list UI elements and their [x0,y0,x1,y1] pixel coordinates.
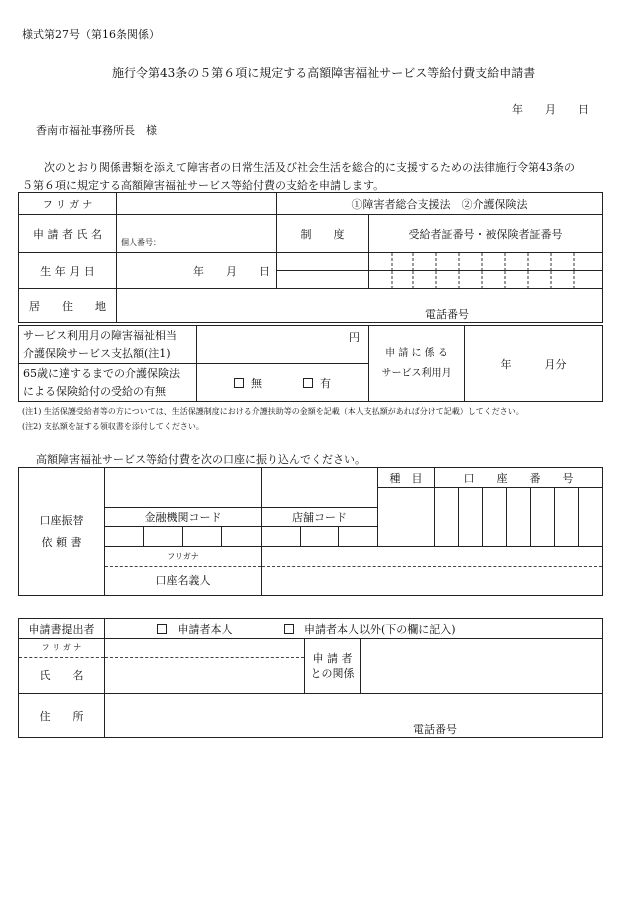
transfer-request-line2: 依 頼 書 [41,535,82,549]
holder-furigana-label: フリガナ [105,547,261,567]
account-number-label: 口 座 番 号 [435,468,603,488]
submitter-furigana-label: フ リ ガ ナ [19,639,104,658]
applicant-name-field[interactable] [117,215,277,253]
holder-name-input[interactable] [262,567,602,595]
other-option-label: 申請者本人以外(下の欄に記入) [304,622,456,636]
account-digit-1[interactable] [435,488,459,547]
none-option-label: 無 [251,376,262,390]
service-month-label [369,326,465,402]
note-2: (注2) 支払額を証する領収書を添付してください。 [22,422,204,431]
bank-name-field[interactable] [105,468,262,508]
submitter-label: 申請書提出者 [19,619,105,639]
cert-digit-dividers-1 [369,253,603,271]
form-number: 様式第27号（第16条関係） [22,28,160,41]
addressee: 香南市福祉事務所長 様 [36,124,157,137]
law-header: ①障害者総合支援法 ②介護保険法 [277,193,603,215]
furigana-input[interactable] [117,193,277,215]
submitter-name-input[interactable] [105,658,304,693]
bank-code-digit-3[interactable] [183,527,222,547]
account-holder-label-cell [105,547,262,596]
bank-code-digit-4[interactable] [222,527,262,547]
bank-code-digit-1[interactable] [105,527,144,547]
branch-name-field[interactable] [262,468,378,508]
payment-amount-label [19,326,197,364]
payment-amount-label-line2: 介護保険サービス支払額(注1) [23,346,171,360]
address-field[interactable] [117,289,603,323]
self-checkbox[interactable] [157,624,167,634]
payment-amount-field[interactable] [197,326,369,364]
submitter-name-label: 氏 名 [39,669,84,682]
relation-field[interactable] [361,639,603,694]
cert-number-cells-1[interactable] [369,253,603,271]
intro-line-1: 次のとおり関係書類を添えて障害者の日常生活及び社会生活を総合的に支援するための法律施行令第43条の [44,161,575,174]
submitter-name-field[interactable] [105,639,305,694]
form-title: 施行令第43条の５第６項に規定する高額障害福祉サービス等給付費支給申請書 [112,66,536,80]
branch-code-digit-3[interactable] [339,527,378,547]
submitter-phone-label: 電話番号 [413,723,457,736]
submitter-address-label: 住 所 [19,694,105,738]
note-1: (注1) 生活保護受給者等の方については、生活保護制度における介護扶助等の金額を記載（本人支払額があれば分けて記載）してください。 [22,407,524,416]
applicant-name-label: 申 請 者 氏 名 [19,215,117,253]
system-value-2[interactable] [277,271,369,289]
other-checkbox[interactable] [284,624,294,634]
submitter-furigana-input[interactable] [105,639,304,658]
none-checkbox[interactable] [234,378,244,388]
submitter-name-label-cell [19,639,105,694]
relation-label-line2: との関係 [310,667,355,680]
account-digit-2[interactable] [459,488,483,547]
date-line[interactable]: 年 月 日 [512,103,589,116]
insurance-benefit-label-line2: による保険給付の受給の有無 [23,384,166,398]
furigana-label: フ リ ガ ナ [19,193,117,215]
cert-digit-dividers-2 [369,271,603,289]
service-month-label-line2: サービス利用月 [381,367,452,379]
transfer-request-label [19,468,105,596]
phone-label: 電話番号 [425,308,469,321]
bank-code-label: 金融機関コード [105,508,262,527]
intro-line-2: ５第６項に規定する高額障害福祉サービス等給付費の支給を申請します。 [22,179,385,192]
relation-label-line1: 申 請 者 [312,652,353,665]
submitter-address-field[interactable] [105,694,603,738]
holder-furigana-input[interactable] [262,547,602,567]
bank-intro: 高額障害福祉サービス等給付費を次の口座に振り込んでください。 [36,453,366,466]
service-table [18,325,603,402]
branch-code-digit-1[interactable] [262,527,301,547]
submitter-table [18,618,603,738]
account-holder-field[interactable] [262,547,603,596]
account-type-label: 種 目 [378,468,435,488]
birth-date-label: 生 年 月 日 [19,253,117,289]
cert-number-label: 受給者証番号・被保険者証番号 [369,215,603,253]
yes-option-label: 有 [320,376,331,390]
insurance-benefit-label-line1: 65歳に達するまでの介護保険法 [23,366,180,380]
system-label: 制 度 [277,215,369,253]
birth-date-field[interactable]: 年 月 日 [117,253,277,289]
account-type-field[interactable] [378,488,435,547]
service-month-field[interactable]: 年 月分 [465,326,603,402]
branch-code-digit-2[interactable] [301,527,339,547]
applicant-table [18,192,603,323]
submitter-options [105,619,603,639]
insurance-benefit-options [197,364,369,402]
transfer-request-line1: 口座振替 [39,513,84,527]
personal-number-label: 個人番号： [121,238,161,247]
cert-number-cells-2[interactable] [369,271,603,289]
account-digit-5[interactable] [531,488,555,547]
account-digit-7[interactable] [579,488,603,547]
holder-label: 口座名義人 [155,574,211,587]
account-digit-3[interactable] [483,488,507,547]
service-month-label-line1: 申 請 に 係 る [385,347,448,359]
insurance-benefit-label [19,364,197,402]
bank-table [18,467,603,596]
address-label: 居 住 地 [19,289,117,323]
system-value-1[interactable] [277,253,369,271]
yes-checkbox[interactable] [303,378,313,388]
branch-code-label: 店舗コード [262,508,378,527]
yen-unit: 円 [349,330,360,344]
bank-code-digit-2[interactable] [144,527,183,547]
self-option-label: 申請者本人 [177,622,233,636]
account-digit-6[interactable] [555,488,579,547]
relation-label [305,639,361,694]
payment-amount-label-line1: サービス利用月の障害福祉相当 [23,328,177,342]
account-digit-4[interactable] [507,488,531,547]
